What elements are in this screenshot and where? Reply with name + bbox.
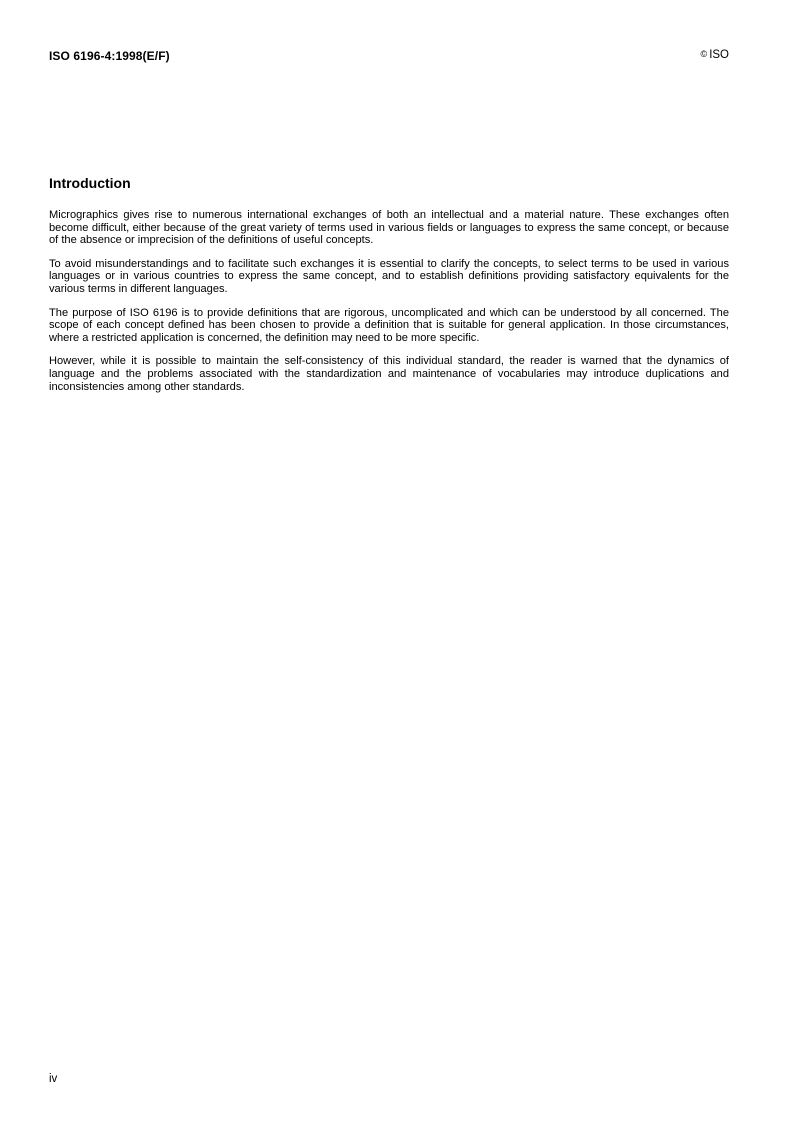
copyright-notice (701, 49, 729, 61)
page-number: iv (49, 1073, 58, 1085)
paragraph-1: Micrographics gives rise to numerous international exchanges of both an intellectual and a material nature. These exchanges often become difficult, either because of the great variety of terms used in various fields or languages to express the same concept, or because of the absence or imprecision of the definitions of useful concepts. (49, 209, 729, 247)
copyright-org: ISO (709, 49, 729, 61)
paragraph-2: To avoid misunderstandings and to facilitate such exchanges it is essential to clarify the concepts, to select terms to be used in various languages or in various countries to express the same concept, and to establish definitions providing satisfactory equivalents for the various terms in different languages. (49, 257, 729, 295)
paragraph-3: The purpose of ISO 6196 is to provide definitions that are rigorous, uncomplicated and which can be understood by all concerned. The scope of each concept defined has been chosen to provide a definition that is suitable for general application. In those circumstances, where a restricted application is concerned, the definition may need to be more specific. (49, 306, 729, 344)
section-title: Introduction (49, 175, 131, 191)
copyright-symbol: © (700, 49, 708, 59)
paragraph-4: However, while it is possible to maintain the self-consistency of this individual standard, the reader is warned that the dynamics of language and the problems associated with the standardization and maintenance of vocabularies may introduce duplications and inconsistencies among other standards. (49, 355, 729, 393)
document-identifier: ISO 6196-4:1998(E/F) (49, 49, 170, 63)
section-body (49, 209, 729, 404)
